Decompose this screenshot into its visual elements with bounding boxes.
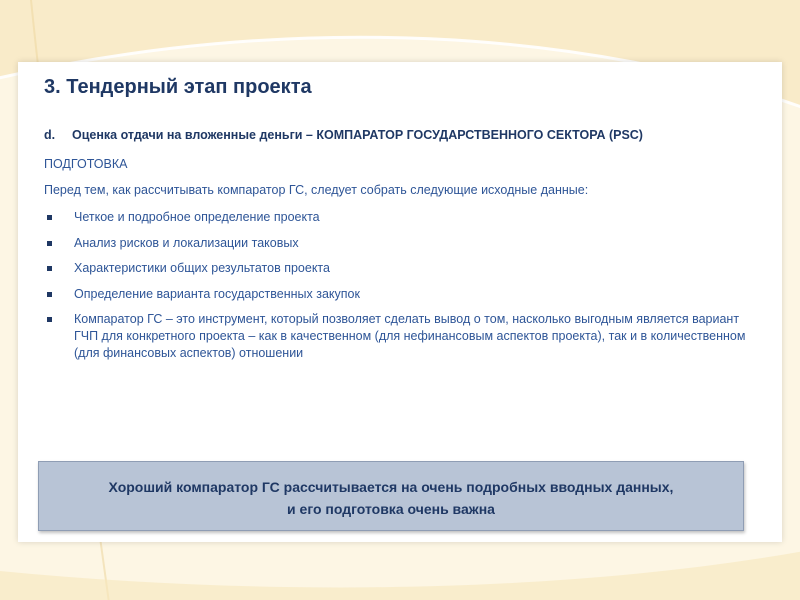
bullet-square-icon (47, 266, 52, 271)
subheading: ПОДГОТОВКА (44, 157, 128, 171)
list-item-text: Определение варианта государственных закупок (74, 286, 360, 301)
list-item (44, 286, 764, 303)
callout-line-2: и его подготовка очень важна (287, 501, 495, 517)
list-item (44, 311, 764, 362)
list-item-text: Компаратор ГС – это инструмент, который позволяет сделать вывод о том, насколько выгодным является вариант ГЧП для конкретного проекта – как в качественном (для нефинансовым аспектов проекта), так и в количественном (для финансовых аспектов) отношении (74, 312, 746, 360)
callout-box (38, 461, 744, 531)
list-item (44, 260, 764, 277)
bullet-square-icon (47, 215, 52, 220)
bullet-square-icon (47, 317, 52, 322)
page-title: 3. Тендерный этап проекта (44, 76, 312, 98)
list-item-text: Четкое и подробное определение проекта (74, 210, 320, 224)
bullet-list (44, 209, 764, 371)
bullet-square-icon (47, 292, 52, 297)
list-item (44, 235, 764, 252)
list-item-text: Анализ рисков и локализации таковых (74, 235, 299, 250)
section-heading (44, 128, 643, 142)
list-item-text: Характеристики общих результатов проекта (74, 261, 330, 275)
bullet-square-icon (47, 241, 52, 246)
section-letter: d. (44, 128, 56, 142)
list-item (44, 209, 764, 226)
intro-text: Перед тем, как рассчитывать компаратор ГС, следует собрать следующие исходные данные: (44, 183, 589, 197)
callout-line-1: Хороший компаратор ГС рассчитывается на очень подробных вводных данных, (108, 479, 674, 495)
section-heading-text: Оценка отдачи на вложенные деньги – КОМПАРАТОР ГОСУДАРСТВЕННОГО СЕКТОРА (PSC) (72, 128, 643, 142)
